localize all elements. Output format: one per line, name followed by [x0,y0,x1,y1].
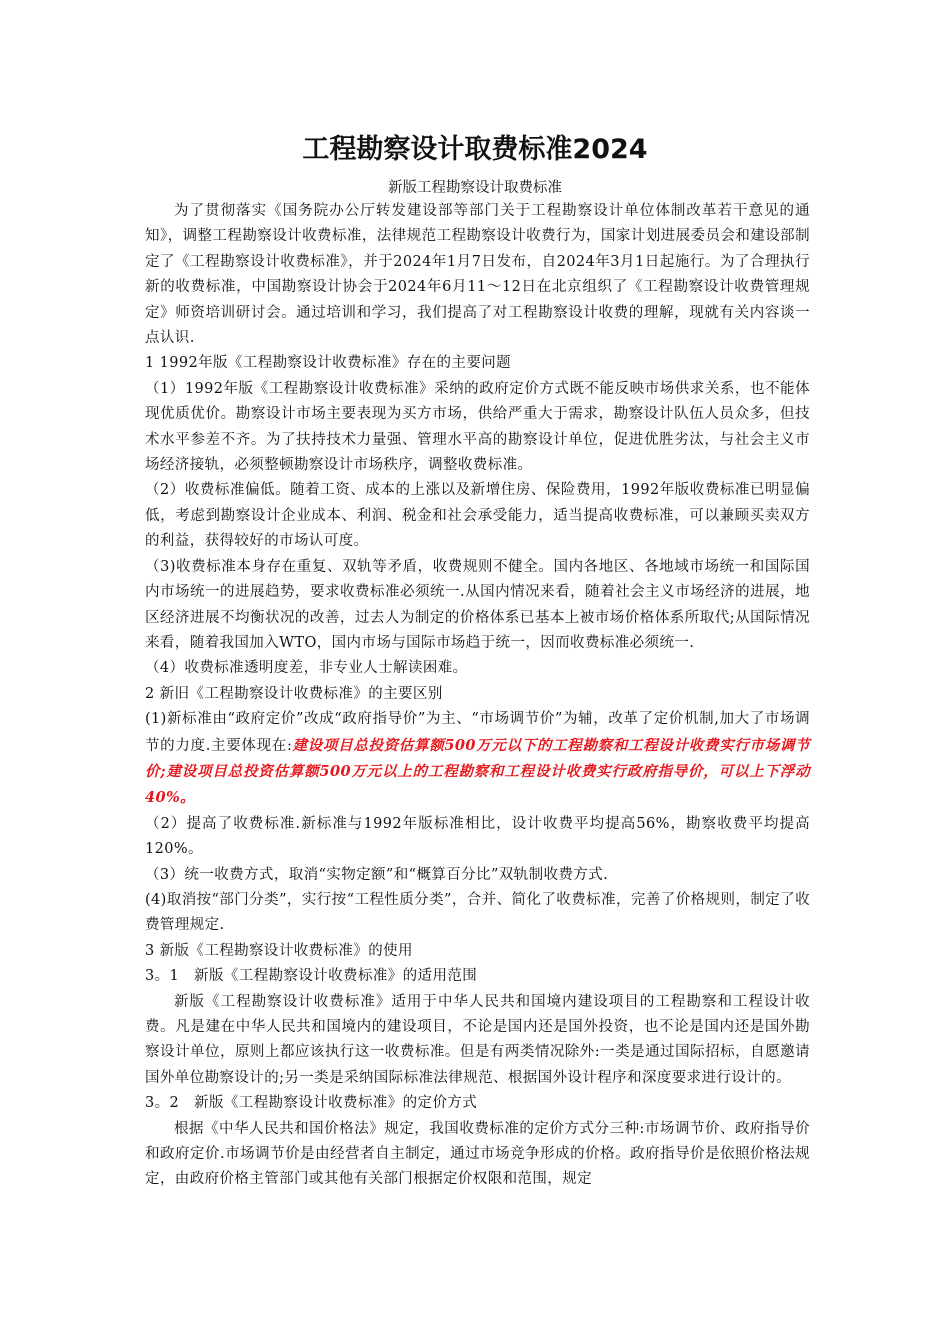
section-1-heading: 1 1992年版《工程勘察设计收费标准》存在的主要问题 [145,355,512,372]
section-3-2-paragraph: 根据《中华人民共和国价格法》规定，我国收费标准的定价方式分三种:市场调节价、政府指导价和政府定价.市场调节价是由经营者自主制定，通过市场竞争形成的价格。政府指导价是依照价格法规定，由政府价格主管部门或其他有关部门根据定价权限和范围，规定 [145,1120,810,1188]
section-3-heading: 3 新版《工程勘察设计收费标准》的使用 [145,942,413,959]
section-2-item-3: （3）统一收费方式，取消“实物定额”和“概算百分比”双轨制收费方式. [145,866,609,883]
section-1-item-2: （2）收费标准偏低。随着工资、成本的上涨以及新增住房、保险费用，1992年版收费标准已明显偏低，考虑到勘察设计企业成本、利润、税金和社会承受能力，适当提高收费标准，可以兼顾买卖双方的利益，获得较好的市场认可度。 [145,482,810,550]
section-1-item-3: （3)收费标准本身存在重复、双轨等矛盾，收费规则不健全。国内各地区、各地域市场统一和国际国内市场统一的进展趋势，要求收费标准必须统一.从国内情况来看，随着社会主义市场经济的进展，地区经济进展不均衡状况的改善，过去人为制定的价格体系已基本上被市场价格体系所取代;从国际情况来看，随着我国加入WTO，国内市场与国际市场趋于统一，因而收费标准必须统一. [145,558,810,651]
section-2-item-2: （2）提高了收费标准.新标准与1992年版标准相比，设计收费平均提高56%，勘察收费平均提高120%。 [145,815,810,858]
section-3-1-paragraph: 新版《工程勘察设计收费标准》适用于中华人民共和国境内建设项目的工程勘察和工程设计收费。凡是建在中华人民共和国境内的建设项目，不论是国内还是国外投资，也不论是国内还是国外勘察设计单位，原则上都应该执行这一收费标准。但是有两类情况除外:一类是通过国际招标，自愿邀请国外单位勘察设计的;另一类是采纳国际标准法律规范、根据国外设计程序和深度要求进行设计的。 [145,993,810,1086]
section-2-item-1 [145,707,810,812]
intro-paragraph: 为了贯彻落实《国务院办公厅转发建设部等部门关于工程勘察设计单位体制改革若干意见的通知》，调整工程勘察设计收费标准，法律规范工程勘察设计收费行为，国家计划进展委员会和建设部制定了《工程勘察设计收费标准》，并于2024年1月7日发布，自2024年3月1日起施行。为了合理执行新的收费标准，中国勘察设计协会于2024年6月11～12日在北京组织了《工程勘察设计收费管理规定》师资培训研讨会。通过培训和学习，我们提高了对工程勘察设计收费的理解，现就有关内容谈一点认识. [145,203,810,347]
document-title: 工程勘察设计取费标准2024 [302,134,648,165]
document-body [145,199,810,1193]
section-2-item-4: (4)取消按“部门分类”，实行按“工程性质分类”，合并、简化了收费标准，完善了价格规则，制定了收费管理规定. [145,891,810,934]
highlighted-pricing-rule: 建设项目总投资估算额500万元以下的工程勘察和工程设计收费实行市场调节价;建设项目总投资估算额500万元以上的工程勘察和工程设计收费实行政府指导价，可以上下浮动40%。 [145,736,810,807]
section-3-2-heading: 3。2 新版《工程勘察设计收费标准》的定价方式 [145,1095,478,1112]
document-subtitle: 新版工程勘察设计取费标准 [388,180,562,196]
section-2-heading: 2 新旧《工程勘察设计收费标准》的主要区别 [145,685,443,702]
section-3-1-heading: 3。1 新版《工程勘察设计收费标准》的适用范围 [145,968,478,985]
section-2-item-1-text: (1)新标准由“政府定价”改成“政府指导价”为主、“市场调节价”为辅，改革了定价机制,加大了市场调节的力度.主要体现在: [145,711,810,754]
section-1-item-4: （4）收费标准透明度差，非专业人士解读困难。 [145,660,468,677]
section-1-item-1: （1）1992年版《工程勘察设计收费标准》采纳的政府定价方式既不能反映市场供求关系，也不能体现优质优价。勘察设计市场主要表现为买方市场，供给严重大于需求，勘察设计队伍人员众多，但技术水平参差不齐。为了扶持技术力量强、管理水平高的勘察设计单位，促进优胜劣汰，与社会主义市场经济接轨，必须整顿勘察设计市场秩序，调整收费标准。 [145,380,810,474]
